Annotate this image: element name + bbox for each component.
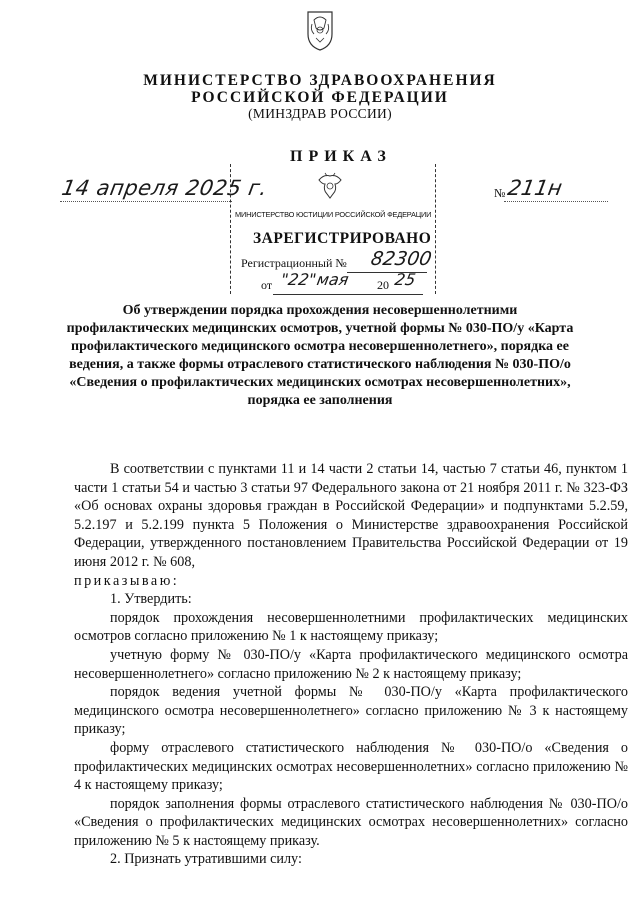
item-2: 2. Признать утратившими силу: <box>110 851 302 868</box>
ministry-name-line1: МИНИСТЕРСТВО ЗДРАВООХРАНЕНИЯ <box>143 72 497 89</box>
subitem-5: порядок заполнения формы отраслевого статистического наблюдения № 030-ПО/о «Сведения о профилактических медицинских осмотрах несовершеннолетних» согласно приложению № 5 к настоящему приказу. <box>74 795 628 849</box>
preamble-paragraph: В соответствии с пунктами 11 и 14 части 2 статьи 14, частью 7 статьи 46, пунктом 1 части 1 статьи 54 и частью 3 статьи 97 Федерального закона от 21 ноября 2011 г. № 323-ФЗ «Об основах охраны здоровья граждан в Российской Федерации» и подпунктами 5.2.59, 5.2.197 и 5.2.199 пункта 5 Положения о Министерстве здравоохранения Российской Федерации, утвержденного постановлением Правительства Российской Федерации от 19 июня 2012 г. № 608, <box>74 461 628 570</box>
date-underline <box>60 201 232 202</box>
number-label: № <box>494 186 506 200</box>
document-body <box>74 460 628 869</box>
order-word-text: приказываю: <box>74 572 180 589</box>
handwritten-date: 14 апреля 2025 г. <box>59 176 270 200</box>
document-title: Об утверждении порядка прохождения несовершеннолетними профилактических медицинских осмотров, учетной формы № 030-ПО/у «Карта профилактического медицинского осмотра несовершеннолетнего», порядка ее ведения, а также формы отраслевого статистического наблюдения № 030-ПО/о «Сведения о профилактических медицинских осмотрах несовершеннолетних», порядка ее заполнения <box>66 303 574 408</box>
ministry-name-line2: РОССИЙСКОЙ ФЕДЕРАЦИИ <box>191 89 449 106</box>
subitem-1: порядок прохождения несовершеннолетними профилактических медицинских осмотров согласно приложению № 1 к настоящему приказу; <box>74 609 628 645</box>
subitem-3: порядок ведения учетной формы № 030-ПО/у «Карта профилактического медицинского осмотра несовершеннолетнего» согласно приложению № 3 к настоящему приказу; <box>74 684 628 738</box>
handwritten-number: 211н <box>505 176 564 200</box>
stamp-day: "22" <box>279 270 318 289</box>
number-underline <box>504 201 608 202</box>
subitem-4: форму отраслевого статистического наблюдения № 030-ПО/о «Сведения о профилактических медицинских осмотрах несовершеннолетних» согласно приложению № 4 к настоящему приказу; <box>74 739 628 794</box>
stamp-date-underline <box>273 294 423 295</box>
subitem-2: учетную форму № 030-ПО/у «Карта профилактического медицинского осмотра несовершеннолетнего» согласно приложению № 2 к настоящему приказу; <box>74 646 628 682</box>
registration-stamp <box>230 164 436 294</box>
item-1: 1. Утвердить: <box>110 591 192 608</box>
stamp-year-suffix: 25 <box>393 270 418 289</box>
stamp-year-prefix: 20 <box>377 278 389 292</box>
stamp-ministry-name: МИНИСТЕРСТВО ЮСТИЦИИ РОССИЙСКОЙ ФЕДЕРАЦИИ <box>235 210 432 219</box>
stamp-registered-label: ЗАРЕГИСТРИРОВАНО <box>253 230 432 247</box>
stamp-reg-number-label: Регистрационный № <box>241 256 347 270</box>
ministry-short-name: (МИНЗДРАВ РОССИИ) <box>248 106 392 121</box>
stamp-month: мая <box>315 270 351 289</box>
stamp-eagle-icon <box>313 170 347 204</box>
document-type: ПРИКАЗ <box>290 148 392 165</box>
coat-of-arms-emblem <box>302 8 338 52</box>
stamp-from-label: от <box>261 278 273 292</box>
stamp-reg-number: 82300 <box>369 248 434 270</box>
order-word <box>74 572 628 591</box>
